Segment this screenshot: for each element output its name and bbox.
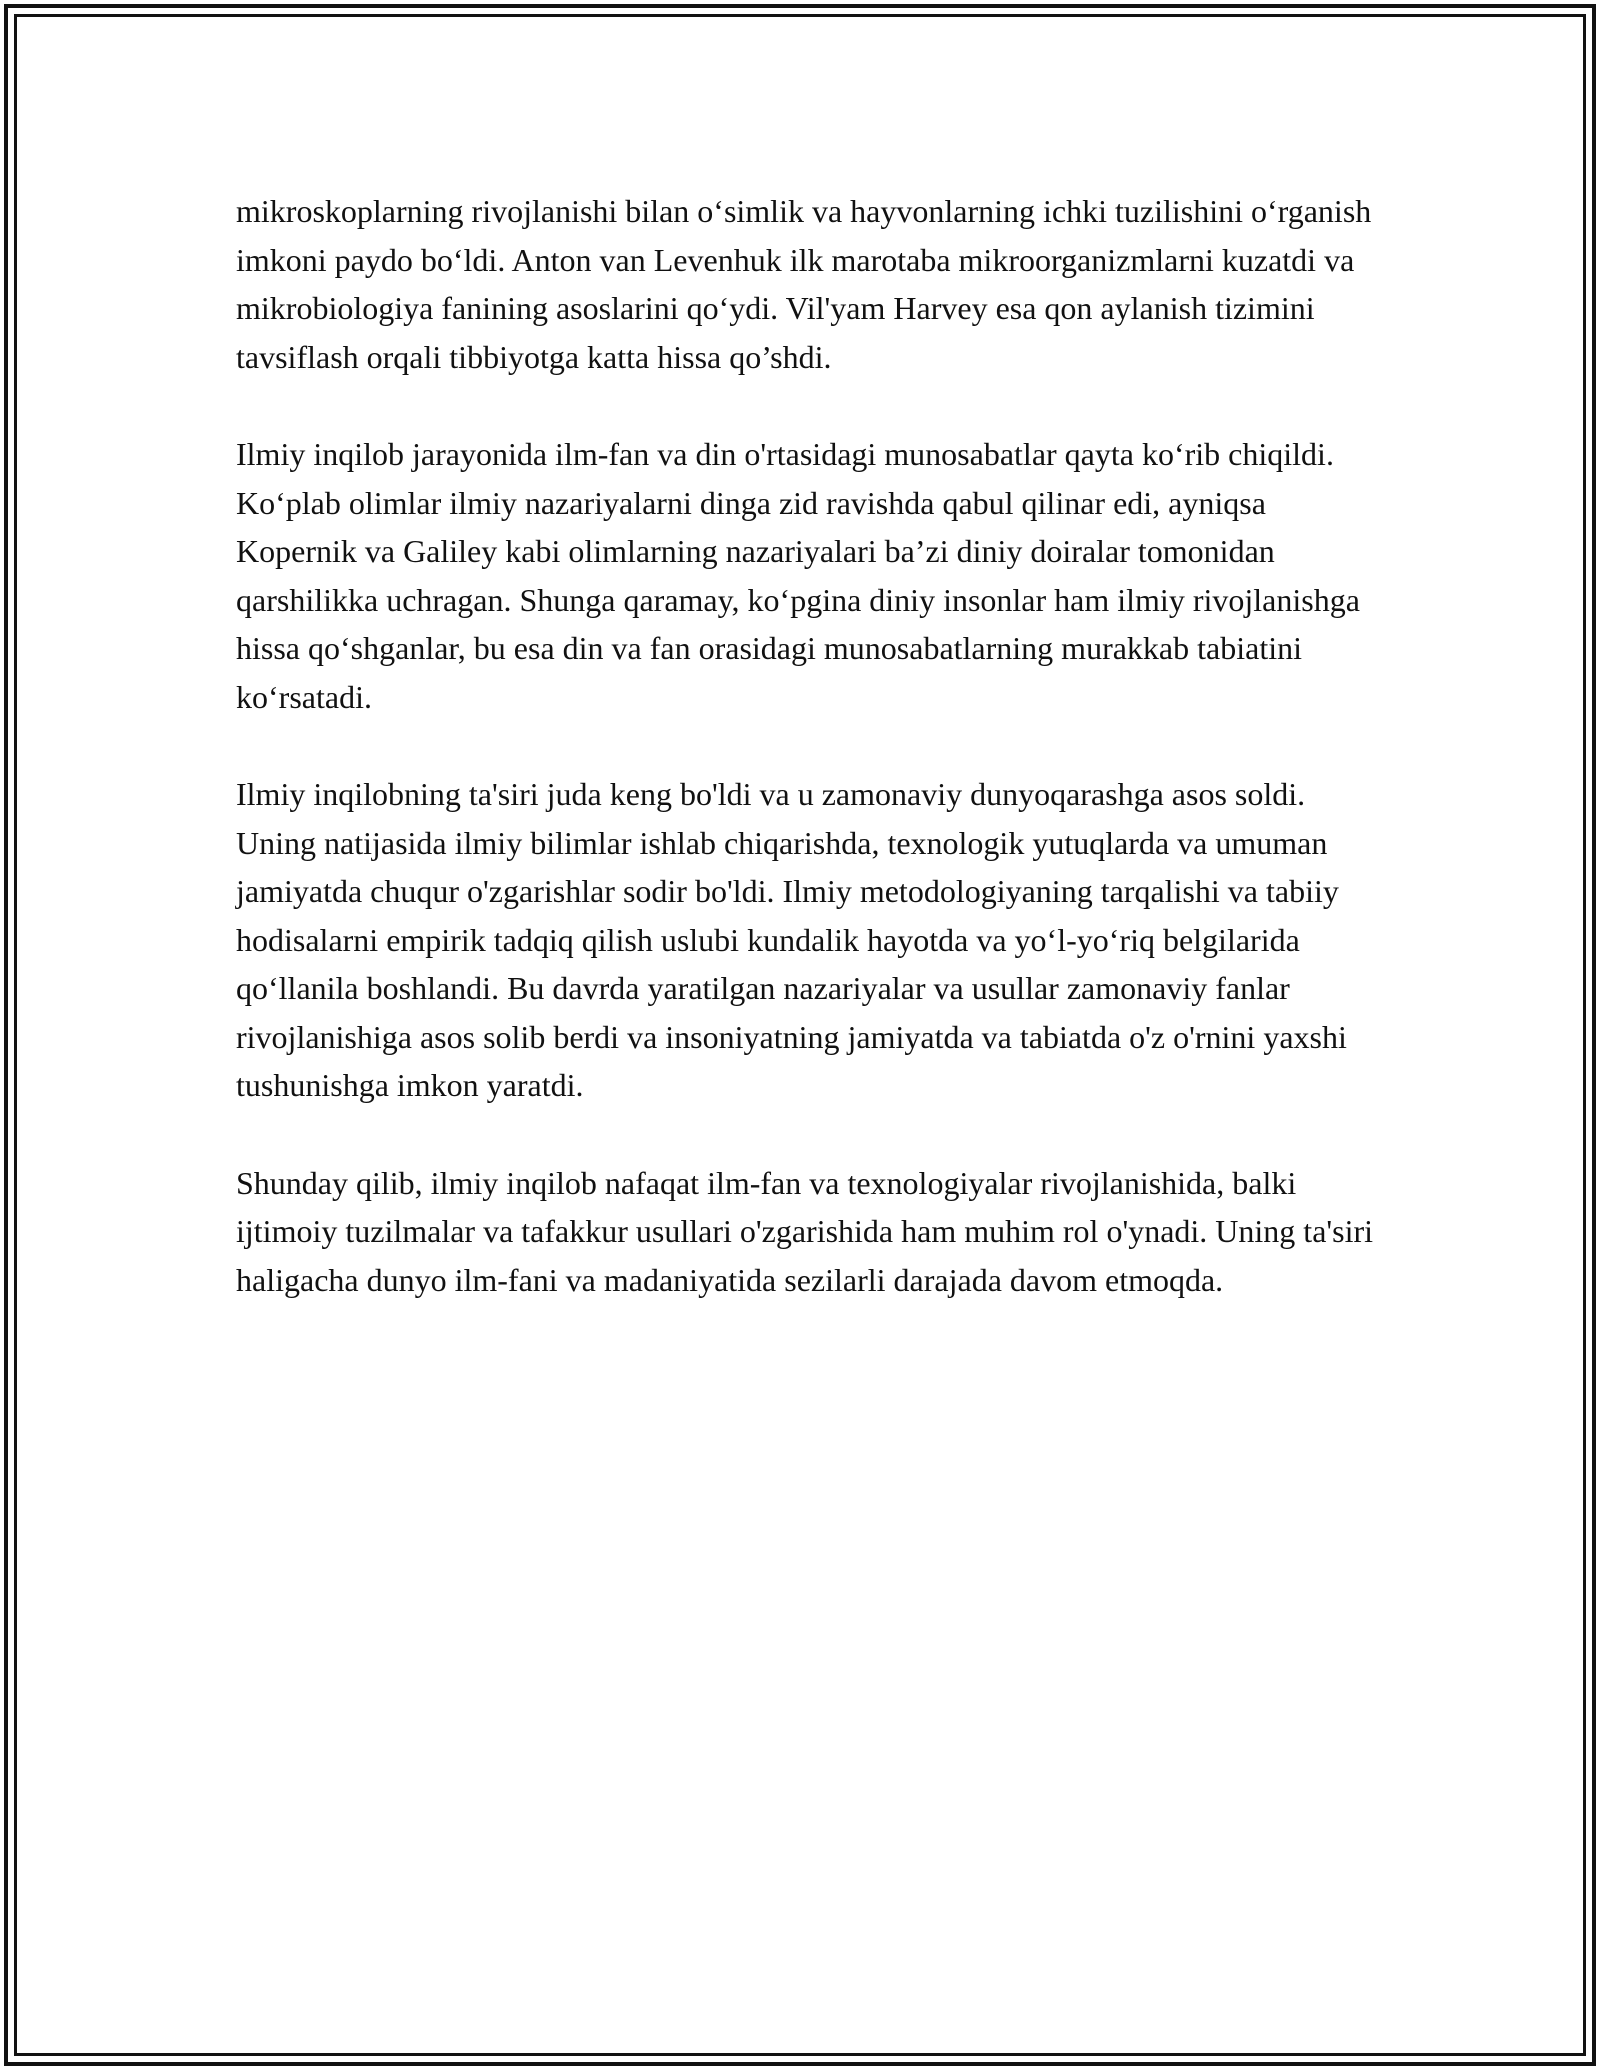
paragraph-1: mikroskoplarning rivojlanishi bilan o‘simlik va hayvonlarning ichki tuzilishini o‘rganish imkoni paydo bo‘ldi. Anton van Levenhuk ilk marotaba mikroorganizmlarni kuzatdi va mikrobiologiya fanining asoslarini qo‘ydi. Vil'yam Harvey esa qon aylanish tizimini tavsiflash orqali tibbiyotga katta hissa qo’shdi. (236, 193, 1372, 375)
document-body (236, 187, 1386, 1353)
paragraph-3: Ilmiy inqilobning ta'siri juda keng bo'ldi va u zamonaviy dunyoqarashga asos soldi. Uning natijasida ilmiy bilimlar ishlab chiqarishda, texnologik yutuqlarda va umuman jamiyatda chuqur o'zgarishlar sodir bo'ldi. Ilmiy metodologiyaning tarqalishi va tabiiy hodisalarni empirik tadqiq qilish uslubi kundalik hayotda va yo‘l-yo‘riq belgilarida qo‘llanila boshlandi. Bu davrda yaratilgan nazariyalar va usullar zamonaviy fanlar rivojlanishiga asos solib berdi va insoniyatning jamiyatda va tabiatda o'z o'rnini yaxshi tushunishga imkon yaratdi. (236, 776, 1347, 1103)
paragraph-4: Shunday qilib, ilmiy inqilob nafaqat ilm-fan va texnologiyalar rivojlanishida, balki ijtimoiy tuzilmalar va tafakkur usullari o'zgarishida ham muhim rol o'ynadi. Uning ta'siri haligacha dunyo ilm-fani va madaniyatida sezilarli darajada davom etmoqda. (236, 1164, 1374, 1298)
paragraph-2: Ilmiy inqilob jarayonida ilm-fan va din o'rtasidagi munosabatlar qayta ko‘rib chiqildi. Ko‘plab olimlar ilmiy nazariyalarni dinga zid ravishda qabul qilinar edi, ayniqsa Kopernik va Galiley kabi olimlarning nazariyalari ba’zi diniy doiralar tomonidan qarshilikka uchragan. Shunga qaramay, ko‘pgina diniy insonlar ham ilmiy rivojlanishga hissa qo‘shganlar, bu esa din va fan orasidagi munosabatlarning murakkab tabiatini ko‘rsatadi. (236, 436, 1360, 715)
